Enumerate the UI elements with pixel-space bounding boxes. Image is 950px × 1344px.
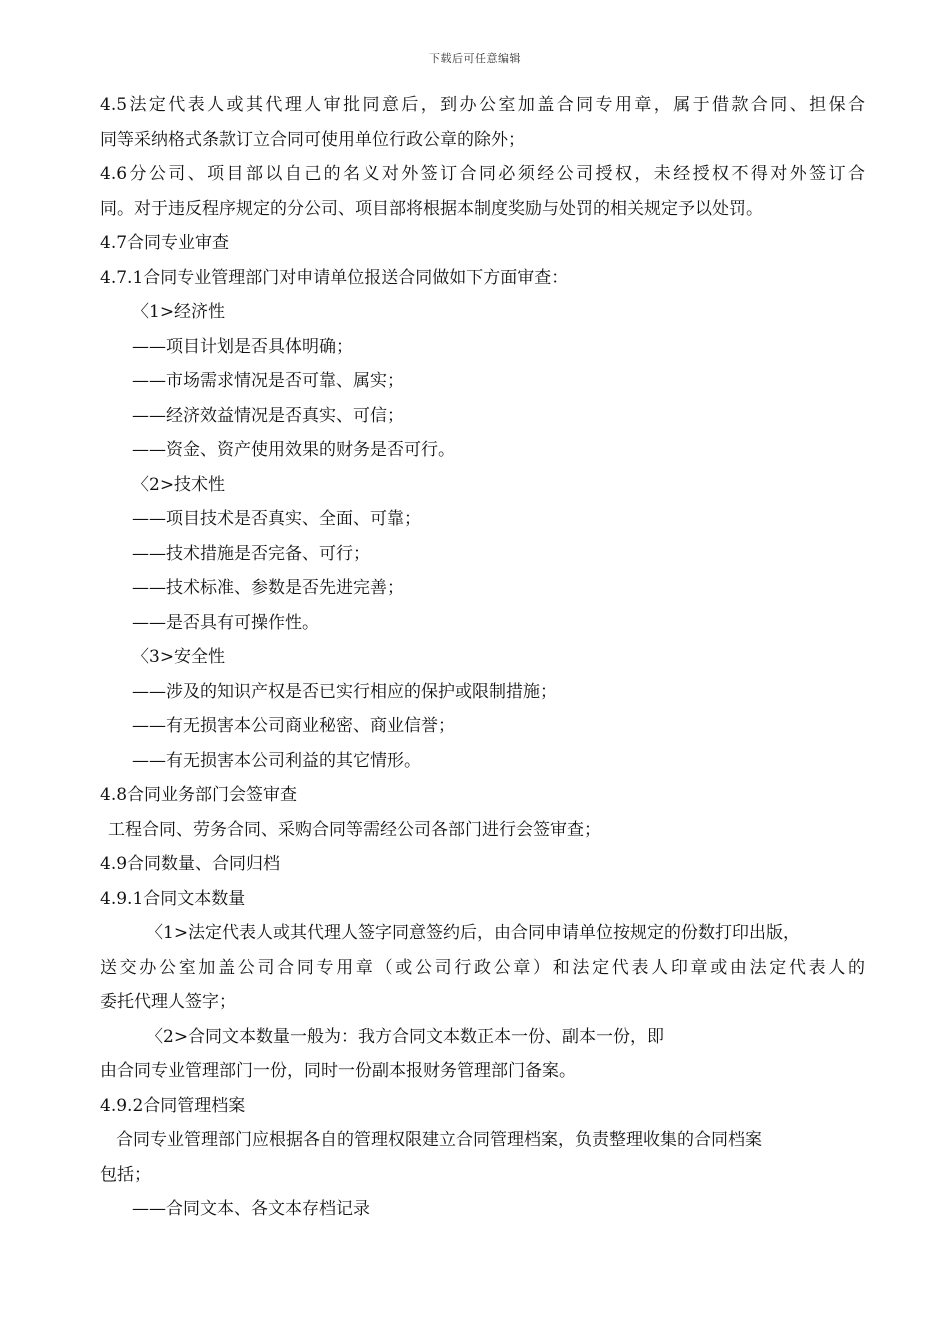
list-item: ——技术措施是否完备、可行；	[132, 543, 370, 564]
list-item: ——项目计划是否具体明确；	[132, 336, 353, 357]
paragraph-line: 同等采纳格式条款订立合同可使用单位行政公章的除外；	[100, 129, 525, 150]
subsection-heading: 4.9.1合同文本数量	[100, 888, 246, 909]
paragraph-line: 送交办公室加盖公司合同专用章（或公司行政公章）和法定代表人印章或由法定代表人的	[100, 957, 865, 978]
paragraph-line: 同。对于违反程序规定的分公司、项目部将根据本制度奖励与处罚的相关规定予以处罚。	[100, 198, 763, 219]
list-item: ——资金、资产使用效果的财务是否可行。	[132, 440, 455, 460]
page-header: 下载后可任意编辑	[429, 52, 521, 65]
list-item: ——有无损害本公司商业秘密、商业信誉；	[132, 716, 455, 736]
subsection-heading: 4.7.1合同专业管理部门对申请单位报送合同做如下方面审查：	[100, 267, 569, 288]
paragraph-line: 委托代理人签字；	[100, 992, 236, 1012]
paragraph-line: 工程合同、劳务合同、采购合同等需经公司各部门进行会签审查；	[108, 819, 601, 840]
list-item: ——合同文本、各文本存档记录	[132, 1199, 370, 1219]
paragraph-line: 合同专业管理部门应根据各自的管理权限建立合同管理档案，负责整理收集的合同档案	[116, 1130, 762, 1150]
section-heading: 4.9合同数量、合同归档	[100, 854, 281, 874]
paragraph-line: 包括；	[100, 1164, 151, 1185]
list-item: ——市场需求情况是否可靠、属实；	[132, 371, 404, 391]
list-heading: 〈2>技术性	[132, 474, 226, 495]
paragraph-line: 〈1>法定代表人或其代理人签字同意签约后，由合同申请单位按规定的份数打印出版，	[146, 923, 801, 943]
section-heading: 4.7合同专业审查	[100, 233, 230, 253]
list-item: ——有无损害本公司利益的其它情形。	[132, 750, 421, 771]
list-item: ——是否具有可操作性。	[132, 612, 319, 633]
list-heading: 〈3>安全性	[132, 647, 226, 667]
list-item: ——经济效益情况是否真实、可信；	[132, 405, 404, 426]
list-item: ——技术标准、参数是否先进完善；	[132, 578, 404, 598]
list-item: ——涉及的知识产权是否已实行相应的保护或限制措施；	[132, 681, 557, 702]
paragraph-line: 由合同专业管理部门一份，同时一份副本报财务管理部门备案。	[100, 1061, 576, 1081]
document-body	[100, 88, 865, 1227]
section-heading: 4.8合同业务部门会签审查	[100, 785, 298, 805]
paragraph-line: 〈2>合同文本数量一般为：我方合同文本数正本一份、副本一份，即	[146, 1026, 665, 1047]
list-item: ——项目技术是否真实、全面、可靠；	[132, 509, 421, 529]
paragraph-line: 4.5法定代表人或其代理人审批同意后，到办公室加盖合同专用章，属于借款合同、担保合	[100, 95, 865, 115]
list-heading: 〈1>经济性	[132, 302, 226, 322]
paragraph-line: 4.6分公司、项目部以自己的名义对外签订合同必须经公司授权，未经授权不得对外签订合	[100, 164, 865, 184]
subsection-heading: 4.9.2合同管理档案	[100, 1095, 246, 1116]
